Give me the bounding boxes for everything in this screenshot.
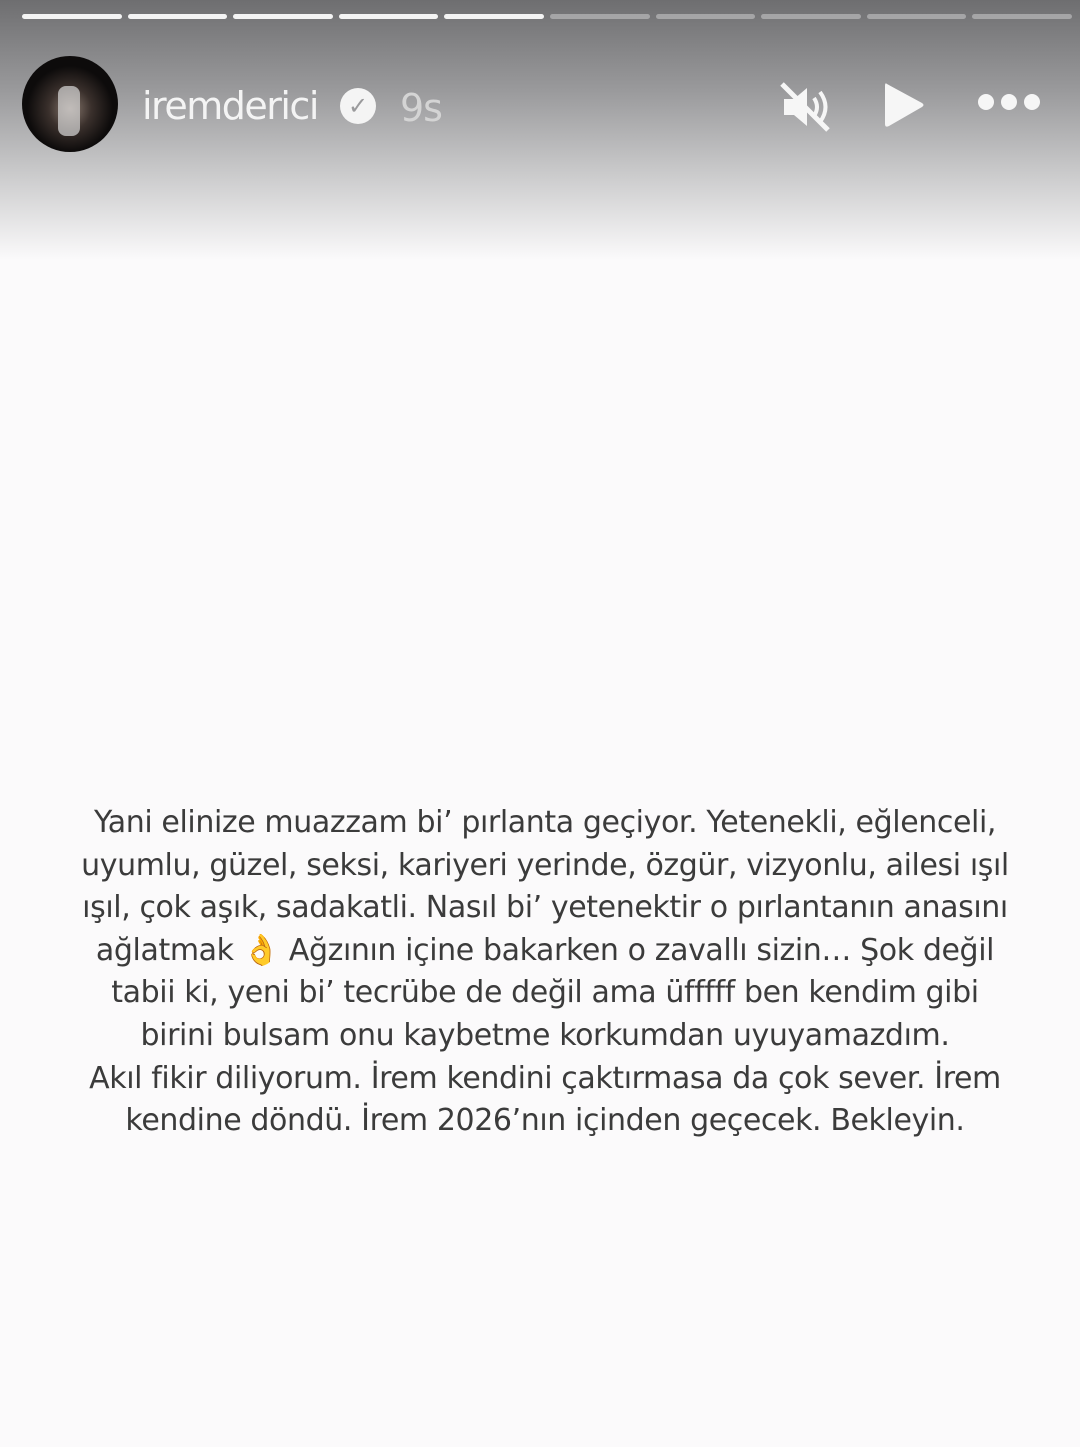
caption-line: kendine döndü. İrem 2026’nın içinden geçecek. Bekleyin. — [125, 1103, 965, 1139]
progress-segment — [444, 14, 544, 19]
play-icon[interactable] — [882, 80, 926, 134]
more-dots-icon[interactable] — [978, 94, 1040, 110]
caption-line: ağlatmak 👌 Ağzının içine bakarken o zavallı sizin… Şok değil — [95, 932, 995, 968]
progress-segment — [22, 14, 122, 19]
username[interactable]: iremderici — [142, 84, 318, 128]
progress-segment — [128, 14, 228, 19]
progress-segment — [972, 14, 1072, 19]
progress-segment — [233, 14, 333, 19]
progress-segment — [867, 14, 967, 19]
progress-segment — [339, 14, 439, 19]
progress-segment — [550, 14, 650, 19]
muted-speaker-icon[interactable] — [778, 80, 832, 138]
caption-line: Yani elinize muazzam bi’ pırlanta geçiyor. Yetenekli, eğlenceli, — [93, 805, 997, 840]
avatar[interactable] — [22, 56, 118, 152]
timestamp: 9s — [400, 86, 442, 130]
progress-segment — [761, 14, 861, 19]
story-caption — [30, 802, 1060, 1143]
progress-segment — [656, 14, 756, 19]
caption-line: birini bulsam onu kaybetme korkumdan uyuyamazdım. — [140, 1017, 950, 1053]
caption-line: ışıl, çok aşık, sadakatli. Nasıl bi’ yetenektir o pırlantanın anasını — [82, 890, 1008, 926]
caption-line: uyumlu, güzel, seksi, kariyeri yerinde, özgür, vizyonlu, ailesi ışıl — [81, 847, 1009, 883]
caption-line: tabii ki, yeni bi’ tecrübe de değil ama üfffff ben kendim gibi — [111, 975, 979, 1011]
story-progress-bar — [22, 14, 1072, 19]
verified-badge-icon: ✓ — [340, 88, 376, 124]
caption-line: Akıl fikir diliyorum. İrem kendini çaktırmasa da çok sever. İrem — [89, 1060, 1001, 1096]
